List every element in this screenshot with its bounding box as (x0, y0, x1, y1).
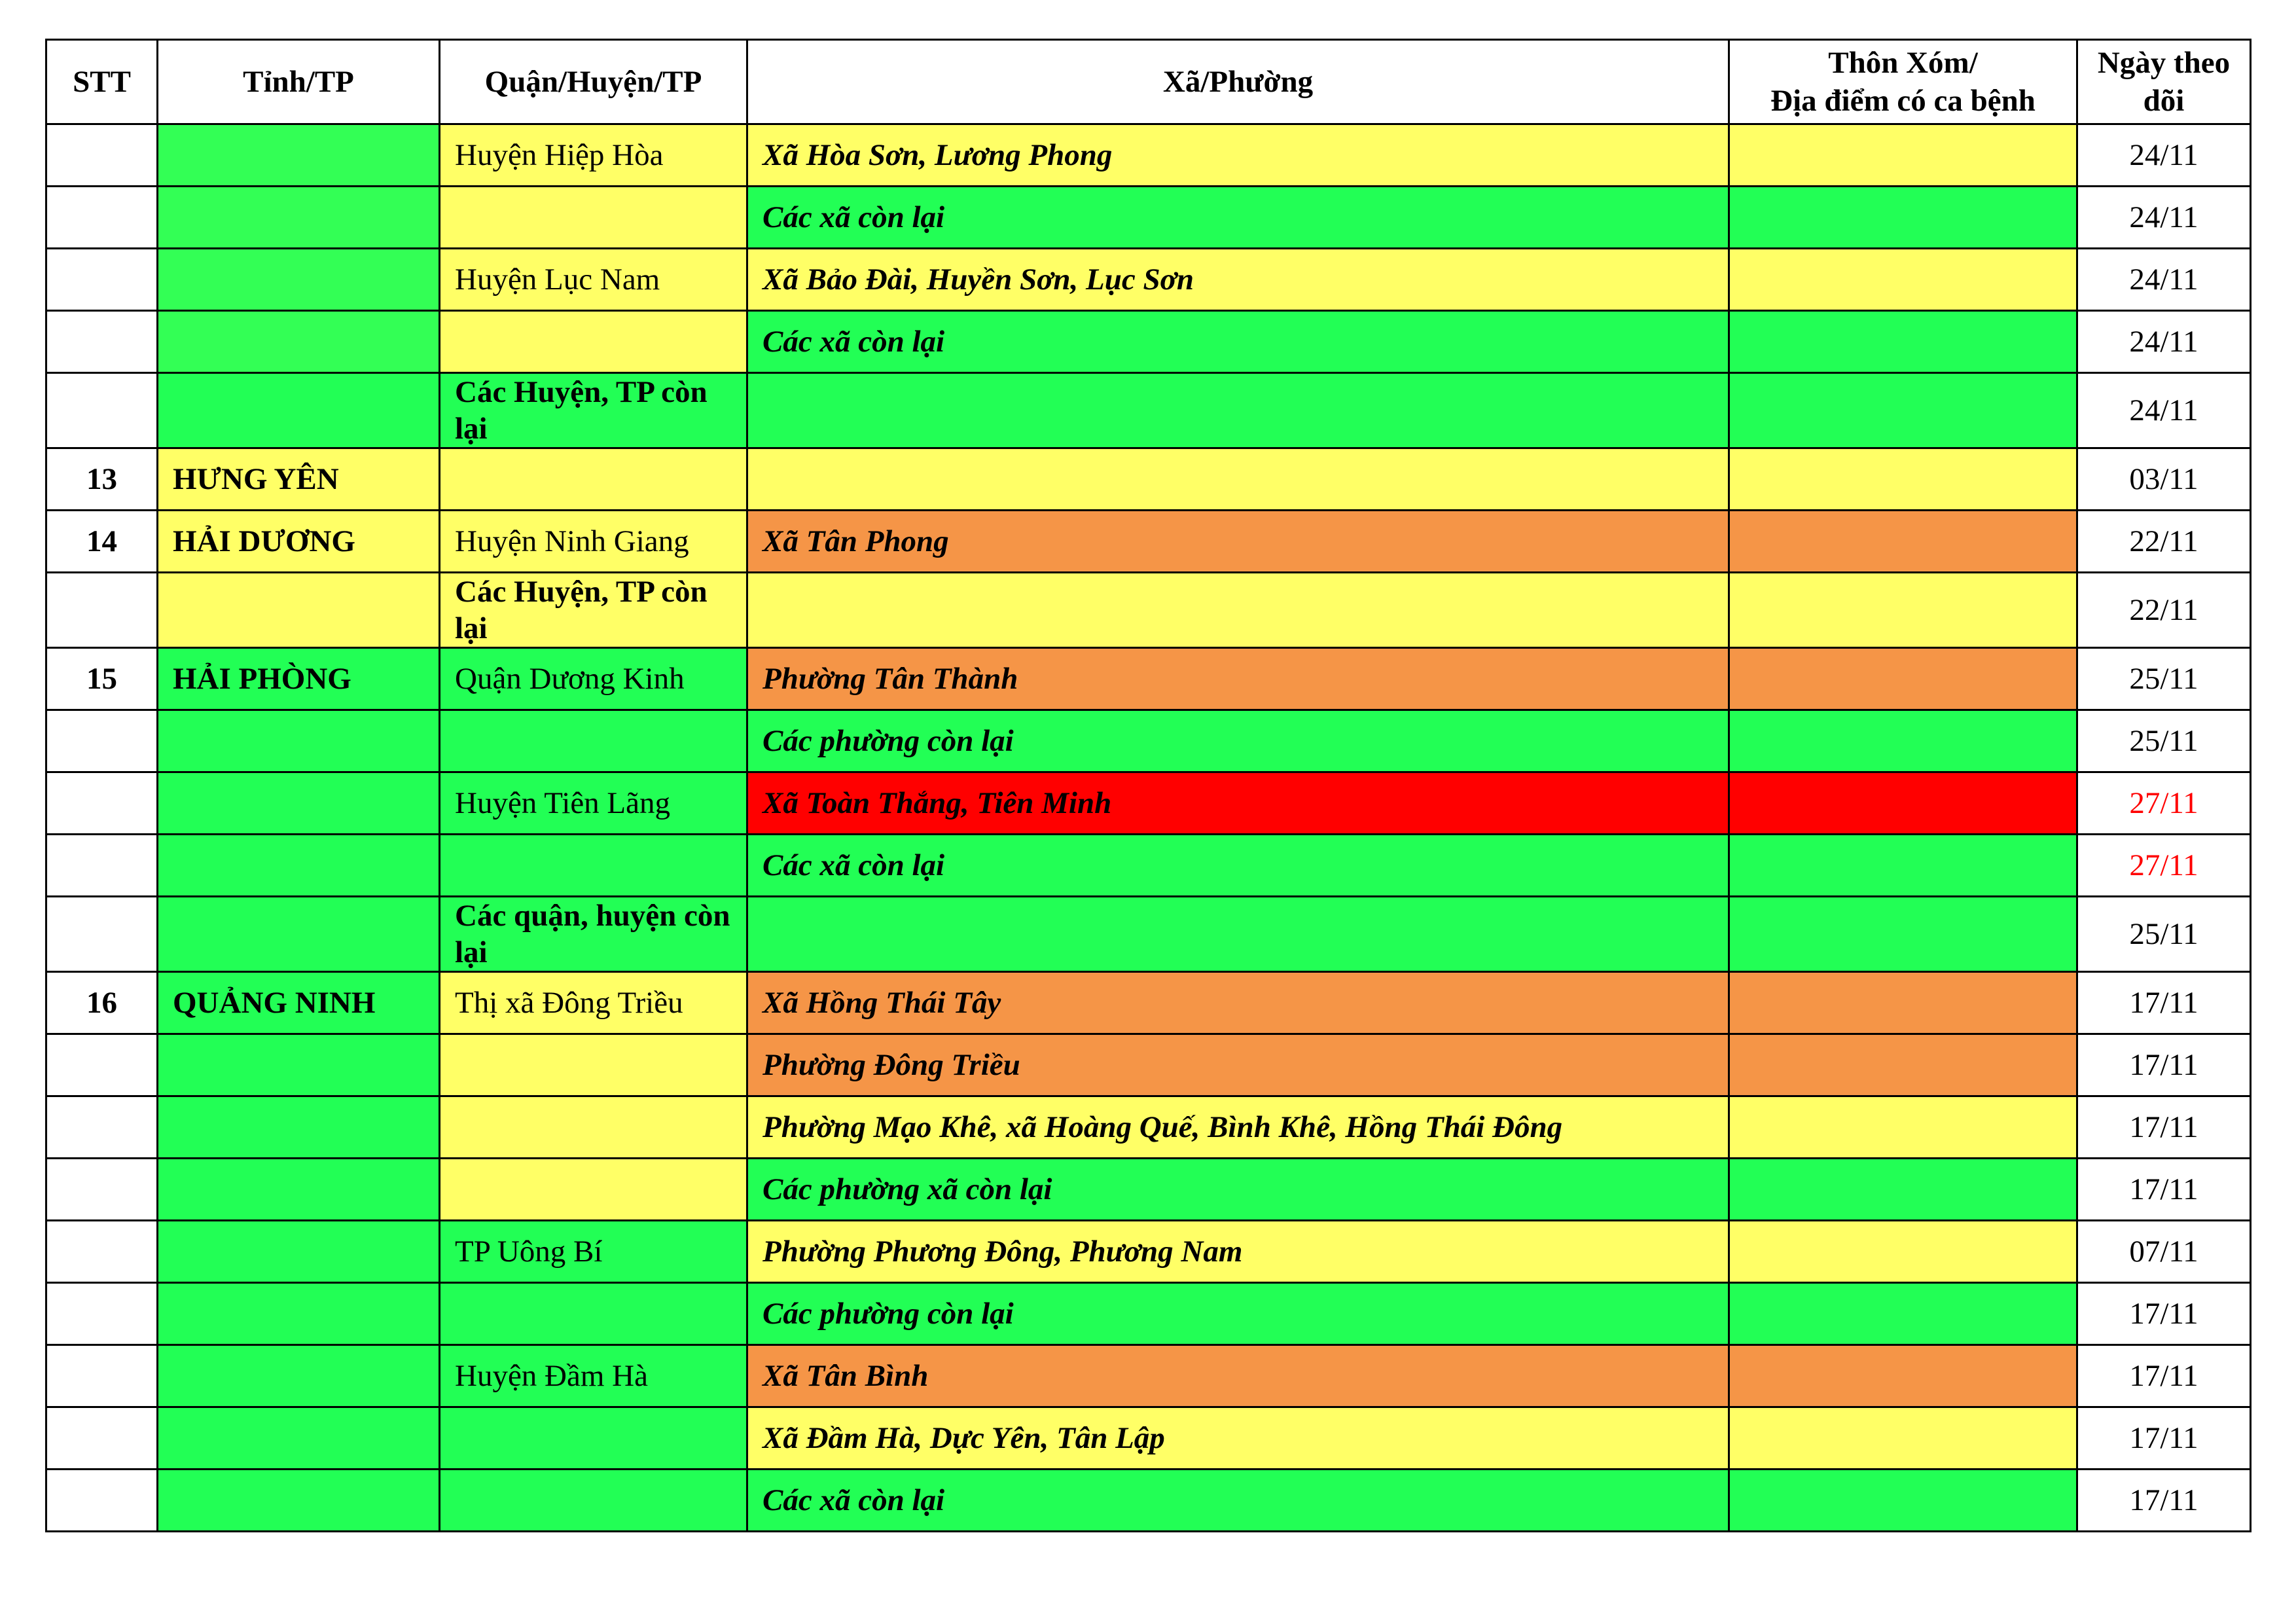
cell-stt (46, 1283, 158, 1345)
cell-date: 17/11 (2077, 1407, 2251, 1470)
cell-province (158, 124, 440, 187)
cell-province: HẢI DƯƠNG (158, 511, 440, 573)
cell-district (440, 448, 747, 511)
tracking-table (45, 39, 2251, 1532)
cell-district: Huyện Hiệp Hòa (440, 124, 747, 187)
table-row (46, 311, 2251, 373)
cell-stt (46, 897, 158, 972)
table-row (46, 373, 2251, 448)
cell-stt (46, 124, 158, 187)
cell-hamlet (1729, 648, 2077, 710)
cell-commune (747, 897, 1729, 972)
header-date-line1: Ngày theo (2097, 46, 2231, 80)
cell-province: HƯNG YÊN (158, 448, 440, 511)
cell-commune: Xã Hòa Sơn, Lương Phong (747, 124, 1729, 187)
cell-date: 03/11 (2077, 448, 2251, 511)
table-row (46, 1345, 2251, 1407)
table-row (46, 448, 2251, 511)
header-date (2077, 40, 2251, 124)
cell-province (158, 187, 440, 249)
cell-date: 17/11 (2077, 972, 2251, 1034)
cell-district: Huyện Tiên Lãng (440, 772, 747, 835)
table-row (46, 511, 2251, 573)
table-row (46, 772, 2251, 835)
cell-commune: Phường Mạo Khê, xã Hoàng Quế, Bình Khê, Hồng Thái Đông (747, 1096, 1729, 1159)
cell-province (158, 373, 440, 448)
header-hamlet-line2: Địa điểm có ca bệnh (1770, 84, 2036, 118)
cell-stt: 14 (46, 511, 158, 573)
cell-date: 17/11 (2077, 1345, 2251, 1407)
cell-district (440, 1096, 747, 1159)
cell-hamlet (1729, 187, 2077, 249)
cell-province (158, 710, 440, 772)
cell-province: HẢI PHÒNG (158, 648, 440, 710)
cell-stt (46, 373, 158, 448)
cell-commune (747, 373, 1729, 448)
cell-hamlet (1729, 511, 2077, 573)
cell-province (158, 1096, 440, 1159)
cell-province: QUẢNG NINH (158, 972, 440, 1034)
cell-district: Các quận, huyện còn lại (440, 897, 747, 972)
cell-district (440, 835, 747, 897)
cell-commune: Phường Tân Thành (747, 648, 1729, 710)
header-commune: Xã/Phường (747, 40, 1729, 124)
cell-commune: Các xã còn lại (747, 187, 1729, 249)
cell-province (158, 1345, 440, 1407)
cell-hamlet (1729, 1283, 2077, 1345)
cell-commune: Xã Tân Bình (747, 1345, 1729, 1407)
cell-stt (46, 710, 158, 772)
cell-commune: Các xã còn lại (747, 835, 1729, 897)
cell-commune: Các xã còn lại (747, 311, 1729, 373)
cell-stt (46, 835, 158, 897)
table-row (46, 1283, 2251, 1345)
cell-province (158, 1034, 440, 1096)
cell-commune: Phường Phương Đông, Phương Nam (747, 1221, 1729, 1283)
cell-province (158, 1407, 440, 1470)
cell-province (158, 897, 440, 972)
cell-date: 22/11 (2077, 573, 2251, 648)
table-row (46, 1407, 2251, 1470)
cell-hamlet (1729, 373, 2077, 448)
table-row (46, 573, 2251, 648)
cell-hamlet (1729, 573, 2077, 648)
cell-stt (46, 1407, 158, 1470)
cell-commune (747, 448, 1729, 511)
cell-district: Huyện Đầm Hà (440, 1345, 747, 1407)
cell-district: TP Uông Bí (440, 1221, 747, 1283)
cell-commune: Các phường còn lại (747, 1283, 1729, 1345)
cell-date: 24/11 (2077, 249, 2251, 311)
cell-district (440, 1159, 747, 1221)
cell-hamlet (1729, 1034, 2077, 1096)
cell-district (440, 710, 747, 772)
cell-commune (747, 573, 1729, 648)
cell-hamlet (1729, 311, 2077, 373)
cell-hamlet (1729, 897, 2077, 972)
cell-hamlet (1729, 249, 2077, 311)
cell-stt (46, 187, 158, 249)
cell-hamlet (1729, 1159, 2077, 1221)
cell-district (440, 1283, 747, 1345)
cell-province (158, 573, 440, 648)
cell-commune: Các phường xã còn lại (747, 1159, 1729, 1221)
header-hamlet-line1: Thôn Xóm/ (1828, 46, 1978, 80)
header-hamlet (1729, 40, 2077, 124)
cell-hamlet (1729, 1470, 2077, 1532)
cell-district: Các Huyện, TP còn lại (440, 573, 747, 648)
table-row (46, 187, 2251, 249)
cell-stt: 13 (46, 448, 158, 511)
cell-stt: 15 (46, 648, 158, 710)
table-row (46, 1470, 2251, 1532)
cell-district: Huyện Ninh Giang (440, 511, 747, 573)
cell-hamlet (1729, 1096, 2077, 1159)
cell-stt (46, 1159, 158, 1221)
table-row (46, 972, 2251, 1034)
cell-date: 27/11 (2077, 835, 2251, 897)
cell-district (440, 1034, 747, 1096)
cell-date: 25/11 (2077, 648, 2251, 710)
cell-hamlet (1729, 448, 2077, 511)
cell-commune: Các xã còn lại (747, 1470, 1729, 1532)
cell-date: 25/11 (2077, 897, 2251, 972)
cell-date: 24/11 (2077, 187, 2251, 249)
cell-province (158, 1283, 440, 1345)
cell-stt (46, 311, 158, 373)
cell-province (158, 1159, 440, 1221)
cell-hamlet (1729, 1345, 2077, 1407)
cell-stt (46, 772, 158, 835)
cell-hamlet (1729, 1221, 2077, 1283)
cell-date: 17/11 (2077, 1283, 2251, 1345)
cell-date: 24/11 (2077, 124, 2251, 187)
table-row (46, 249, 2251, 311)
cell-province (158, 311, 440, 373)
cell-stt (46, 1096, 158, 1159)
cell-province (158, 1470, 440, 1532)
table-row (46, 1159, 2251, 1221)
cell-district: Huyện Lục Nam (440, 249, 747, 311)
cell-stt (46, 1221, 158, 1283)
header-province: Tỉnh/TP (158, 40, 440, 124)
cell-commune: Các phường còn lại (747, 710, 1729, 772)
header-district: Quận/Huyện/TP (440, 40, 747, 124)
header-date-line2: dõi (2143, 84, 2185, 118)
cell-stt (46, 1470, 158, 1532)
cell-stt (46, 573, 158, 648)
cell-hamlet (1729, 1407, 2077, 1470)
cell-date: 17/11 (2077, 1034, 2251, 1096)
table-row (46, 1221, 2251, 1283)
table-row (46, 1034, 2251, 1096)
cell-stt (46, 249, 158, 311)
cell-commune: Phường Đông Triều (747, 1034, 1729, 1096)
cell-date: 07/11 (2077, 1221, 2251, 1283)
cell-hamlet (1729, 972, 2077, 1034)
cell-date: 17/11 (2077, 1470, 2251, 1532)
cell-date: 24/11 (2077, 311, 2251, 373)
cell-district (440, 311, 747, 373)
header-row (46, 40, 2251, 124)
cell-date: 22/11 (2077, 511, 2251, 573)
cell-province (158, 1221, 440, 1283)
cell-district (440, 187, 747, 249)
cell-district: Thị xã Đông Triều (440, 972, 747, 1034)
cell-district (440, 1470, 747, 1532)
cell-stt: 16 (46, 972, 158, 1034)
cell-commune: Xã Tân Phong (747, 511, 1729, 573)
cell-commune: Xã Bảo Đài, Huyền Sơn, Lục Sơn (747, 249, 1729, 311)
cell-commune: Xã Hồng Thái Tây (747, 972, 1729, 1034)
cell-province (158, 772, 440, 835)
table-row (46, 897, 2251, 972)
cell-date: 24/11 (2077, 373, 2251, 448)
cell-date: 17/11 (2077, 1159, 2251, 1221)
cell-province (158, 249, 440, 311)
cell-hamlet (1729, 835, 2077, 897)
cell-date: 27/11 (2077, 772, 2251, 835)
cell-hamlet (1729, 772, 2077, 835)
cell-district: Quận Dương Kinh (440, 648, 747, 710)
cell-district: Các Huyện, TP còn lại (440, 373, 747, 448)
header-stt: STT (46, 40, 158, 124)
table-row (46, 124, 2251, 187)
cell-date: 25/11 (2077, 710, 2251, 772)
cell-district (440, 1407, 747, 1470)
cell-commune: Xã Đầm Hà, Dực Yên, Tân Lập (747, 1407, 1729, 1470)
cell-hamlet (1729, 710, 2077, 772)
table-row (46, 648, 2251, 710)
table-row (46, 835, 2251, 897)
cell-hamlet (1729, 124, 2077, 187)
cell-date: 17/11 (2077, 1096, 2251, 1159)
cell-stt (46, 1034, 158, 1096)
table-row (46, 1096, 2251, 1159)
cell-commune: Xã Toàn Thắng, Tiên Minh (747, 772, 1729, 835)
cell-stt (46, 1345, 158, 1407)
cell-province (158, 835, 440, 897)
table-row (46, 710, 2251, 772)
